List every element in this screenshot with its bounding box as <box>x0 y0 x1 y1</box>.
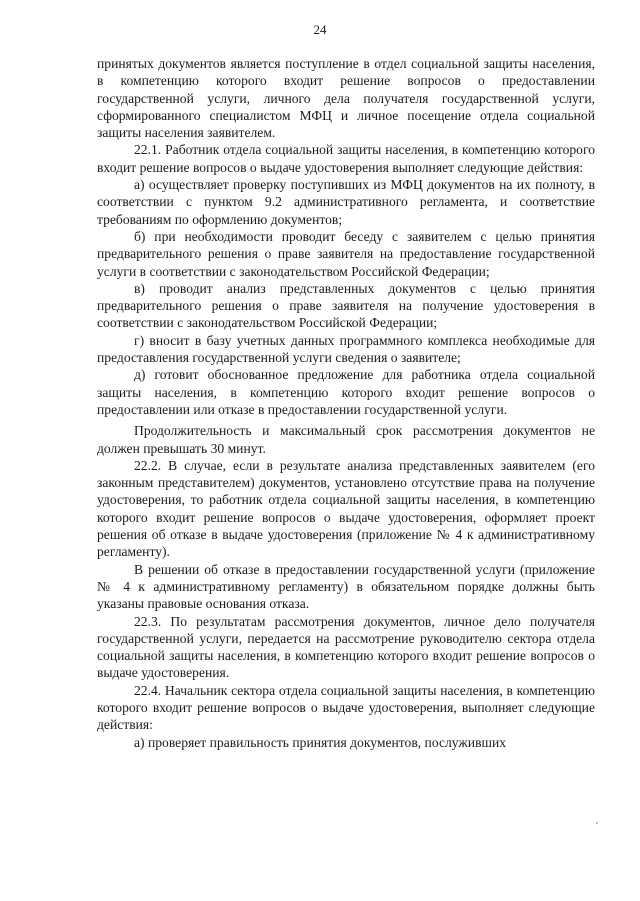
paragraph: в) проводит анализ представленных документов с целью принятия предварительного решения о праве заявителя на получение удостоверения в соответствии с законодательством Российской Федерации; <box>97 280 595 331</box>
paragraph: принятых документов является поступление в отдел социальной защиты населения, в компетенцию которого входит решение вопросов о предоставлении государственной услуги, личного дела получателя государственной услуги, сформированного специалистом МФЦ и личное посещение отдела социальной защиты населения заявителем. <box>97 56 595 141</box>
paragraph: б) при необходимости проводит беседу с заявителем с целью принятия предварительного решения о праве заявителя на предоставление государственной услуги в соответствии с законодательством Российской Федерации; <box>97 228 595 279</box>
paragraph: Продолжительность и максимальный срок рассмотрения документов не должен превышать 30 минут. <box>97 423 595 456</box>
paragraph: а) проверяет правильность принятия документов, послуживших <box>134 734 507 750</box>
paragraph: 22.2. В случае, если в результате анализа представленных заявителем (его законным представителем) документов, установлено отсутствие права на получение удостоверения, то работник отдела социальной защиты населения, в компетенцию которого входит решение вопросов о выдаче удостоверения, оформляет проект решения об отказе в выдаче удостоверения (приложение № 4 к административному регламенту). <box>97 457 595 560</box>
paragraph: д) готовит обоснованное предложение для работника отдела социальной защиты населения, в компетенцию которого входит решение вопросов о предоставлении или отказе в предоставлении государственной услуги. <box>97 367 595 417</box>
scan-speck <box>596 822 598 824</box>
paragraph: 22.1. Работник отдела социальной защиты населения, в компетенцию которого входит решение вопросов о выдаче удостоверения выполняет следующие действия: <box>97 142 595 175</box>
paragraph: 22.4. Начальник сектора отдела социальной защиты населения, в компетенцию которого входит решение вопросов о выдаче удостоверения, выполняет следующие действия: <box>97 682 595 733</box>
paragraph: г) вносит в базу учетных данных программного комплекса необходимые для предоставления государственной услуги сведения о заявителе; <box>97 332 595 366</box>
paragraph: 22.3. По результатам рассмотрения документов, личное дело получателя государственной услуги, передается на рассмотрение руководителю сектора отдела социальной защиты населения, в компетенцию которого входит решение вопросов о выдаче удостоверения. <box>97 613 595 681</box>
paragraph: а) осуществляет проверку поступивших из МФЦ документов на их полноту, в соответствии с пунктом 9.2 административного регламента, и соответствие требованиям по оформлению документов; <box>97 177 595 227</box>
paragraph: В решении об отказе в предоставлении государственной услуги (приложение № 4 к административному регламенту) в обязательном порядке должны быть указаны правовые основания отказа. <box>97 561 595 612</box>
body-text <box>97 55 595 751</box>
page-number: 24 <box>313 22 327 37</box>
